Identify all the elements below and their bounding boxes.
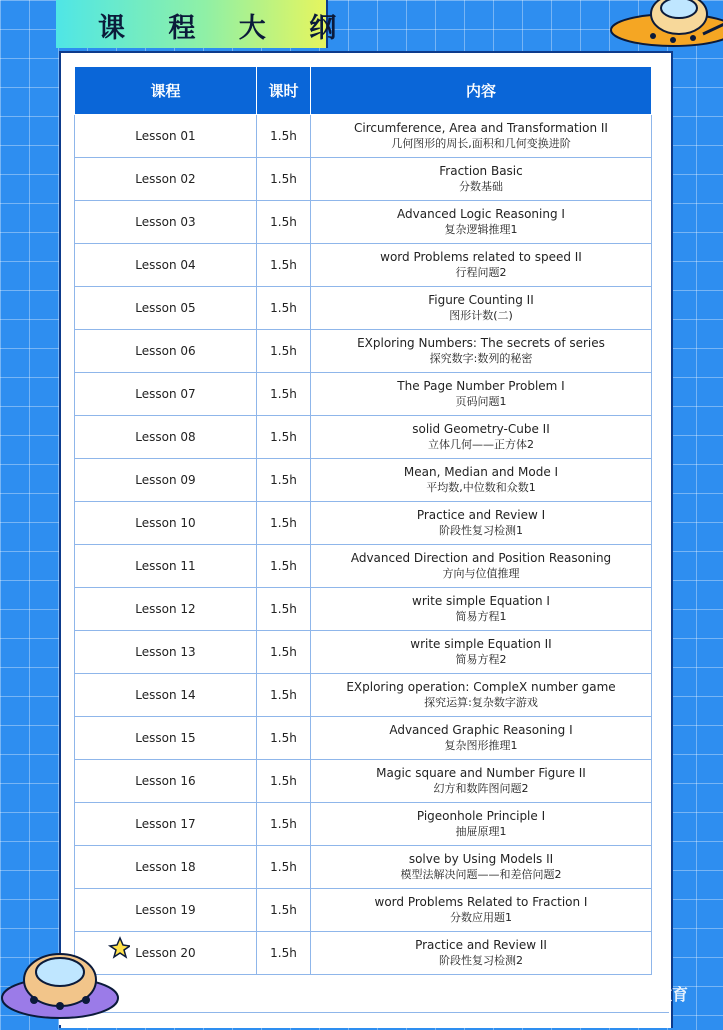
- content-english: Practice and Review I: [416, 508, 546, 522]
- content-cell: [311, 846, 652, 889]
- ufo-icon: [583, 0, 723, 58]
- header-lesson: 课程: [75, 67, 257, 115]
- header-content: 内容: [311, 67, 652, 115]
- content-chinese: 立体几何——正方体2: [428, 438, 534, 451]
- hours-cell: 1.5h: [257, 932, 311, 975]
- table-row: [75, 760, 652, 803]
- content-cell: [311, 631, 652, 674]
- content-english: Mean, Median and Mode I: [403, 465, 559, 479]
- wechat-icon: [563, 986, 589, 1008]
- table-header-row: [75, 67, 652, 115]
- content-english: Practice and Review II: [415, 938, 547, 952]
- content-cell: [311, 717, 652, 760]
- hours-cell: 1.5h: [257, 115, 311, 158]
- lesson-cell: Lesson 03: [75, 201, 257, 244]
- content-cell: [311, 760, 652, 803]
- hours-cell: 1.5h: [257, 373, 311, 416]
- hours-cell: 1.5h: [257, 803, 311, 846]
- content-cell: [311, 588, 652, 631]
- hours-cell: 1.5h: [257, 459, 311, 502]
- hours-cell: 1.5h: [257, 416, 311, 459]
- table-row: [75, 459, 652, 502]
- table-row: [75, 588, 652, 631]
- table-row: [75, 201, 652, 244]
- lesson-cell: Lesson 01: [75, 115, 257, 158]
- content-chinese: 方向与位值推理: [442, 567, 520, 580]
- lesson-cell: Lesson 19: [75, 889, 257, 932]
- content-cell: [311, 932, 652, 975]
- content-english: Advanced Logic Reasoning I: [397, 207, 565, 221]
- content-english: Advanced Graphic Reasoning I: [389, 723, 573, 737]
- content-chinese: 阶段性复习检测1: [439, 524, 523, 537]
- content-chinese: 抽屉原理1: [455, 825, 507, 838]
- lesson-cell: Lesson 04: [75, 244, 257, 287]
- syllabus-table: [74, 66, 652, 975]
- table-row: [75, 631, 652, 674]
- content-chinese: 简易方程2: [455, 653, 507, 666]
- lesson-cell: Lesson 08: [75, 416, 257, 459]
- lesson-cell: Lesson 05: [75, 287, 257, 330]
- content-cell: [311, 373, 652, 416]
- content-english: write simple Equation II: [410, 637, 552, 651]
- content-english: Magic square and Number Figure II: [376, 766, 586, 780]
- content-english: EXploring Numbers: The secrets of series: [357, 336, 605, 350]
- content-chinese: 模型法解决问题——和差倍问题2: [400, 868, 562, 881]
- content-cell: [311, 287, 652, 330]
- content-english: Circumference, Area and Transformation II: [354, 121, 608, 135]
- content-chinese: 简易方程1: [455, 610, 507, 623]
- content-cell: [311, 803, 652, 846]
- content-cell: [311, 545, 652, 588]
- content-cell: [311, 158, 652, 201]
- content-english: Figure Counting II: [428, 293, 534, 307]
- table-row: [75, 373, 652, 416]
- content-chinese: 分数基础: [459, 180, 503, 193]
- header-hours: 课时: [257, 67, 311, 115]
- lesson-cell: Lesson 20: [75, 932, 257, 975]
- content-english: Pigeonhole Principle I: [416, 809, 546, 823]
- table-row: [75, 545, 652, 588]
- content-english: word Problems related to speed II: [380, 250, 582, 264]
- hours-cell: 1.5h: [257, 717, 311, 760]
- lesson-cell: Lesson 06: [75, 330, 257, 373]
- card-bottom: [59, 1012, 669, 1025]
- content-english: solve by Using Models II: [408, 852, 554, 866]
- content-chinese: 幻方和数阵图问题2: [433, 782, 529, 795]
- table-row: [75, 330, 652, 373]
- content-chinese: 阶段性复习检测2: [439, 954, 523, 967]
- content-english: write simple Equation I: [412, 594, 550, 608]
- lesson-cell: Lesson 13: [75, 631, 257, 674]
- lesson-cell: Lesson 18: [75, 846, 257, 889]
- content-chinese: 几何图形的周长,面积和几何变换进阶: [391, 137, 571, 150]
- lesson-cell: Lesson 10: [75, 502, 257, 545]
- hours-cell: 1.5h: [257, 674, 311, 717]
- table-row: [75, 846, 652, 889]
- content-chinese: 复杂图形推理1: [444, 739, 518, 752]
- content-chinese: 行程问题2: [455, 266, 507, 279]
- hours-cell: 1.5h: [257, 846, 311, 889]
- content-english: word Problems Related to Fraction I: [374, 895, 588, 909]
- content-english: EXploring operation: CompleX number game: [346, 680, 616, 694]
- table-row: [75, 115, 652, 158]
- hours-cell: 1.5h: [257, 201, 311, 244]
- lesson-cell: Lesson 12: [75, 588, 257, 631]
- lesson-cell: Lesson 17: [75, 803, 257, 846]
- content-cell: [311, 416, 652, 459]
- hours-cell: 1.5h: [257, 158, 311, 201]
- content-english: solid Geometry-Cube II: [412, 422, 550, 436]
- content-cell: [311, 330, 652, 373]
- lesson-cell: Lesson 15: [75, 717, 257, 760]
- table-row: [75, 502, 652, 545]
- table-row: [75, 287, 652, 330]
- content-chinese: 探究运算:复杂数字游戏: [424, 696, 538, 709]
- hours-cell: 1.5h: [257, 631, 311, 674]
- content-chinese: 分数应用题1: [450, 911, 512, 924]
- lesson-cell: Lesson 07: [75, 373, 257, 416]
- hours-cell: 1.5h: [257, 244, 311, 287]
- table-row: [75, 244, 652, 287]
- hours-cell: 1.5h: [257, 545, 311, 588]
- lesson-cell: Lesson 11: [75, 545, 257, 588]
- lesson-cell: Lesson 09: [75, 459, 257, 502]
- table-row: [75, 932, 652, 975]
- lesson-cell: Lesson 02: [75, 158, 257, 201]
- content-cell: [311, 459, 652, 502]
- table-row: [75, 674, 652, 717]
- hours-cell: 1.5h: [257, 889, 311, 932]
- content-chinese: 图形计数(二): [449, 309, 513, 322]
- table-row: [75, 158, 652, 201]
- content-cell: [311, 502, 652, 545]
- table-row: [75, 803, 652, 846]
- content-chinese: 复杂逻辑推理1: [444, 223, 518, 236]
- content-cell: [311, 201, 652, 244]
- table-row: [75, 416, 652, 459]
- content-chinese: 平均数,中位数和众数1: [426, 481, 536, 494]
- content-cell: [311, 244, 652, 287]
- lesson-cell: Lesson 14: [75, 674, 257, 717]
- table-row: [75, 889, 652, 932]
- hours-cell: 1.5h: [257, 330, 311, 373]
- content-chinese: 页码问题1: [455, 395, 507, 408]
- content-english: Fraction Basic: [439, 164, 523, 178]
- content-chinese: 探究数字:数列的秘密: [429, 352, 533, 365]
- hours-cell: 1.5h: [257, 760, 311, 803]
- watermark: 上海思维教育: [592, 985, 689, 1004]
- page-title: 课 程 大 纲: [98, 13, 354, 44]
- ufo-icon: [0, 930, 130, 1030]
- content-english: Advanced Direction and Position Reasoning: [350, 551, 612, 565]
- content-english: The Page Number Problem I: [397, 379, 565, 393]
- content-cell: [311, 674, 652, 717]
- hours-cell: 1.5h: [257, 588, 311, 631]
- table-row: [75, 717, 652, 760]
- hours-cell: 1.5h: [257, 287, 311, 330]
- lesson-cell: Lesson 16: [75, 760, 257, 803]
- hours-cell: 1.5h: [257, 502, 311, 545]
- content-cell: [311, 115, 652, 158]
- content-cell: [311, 889, 652, 932]
